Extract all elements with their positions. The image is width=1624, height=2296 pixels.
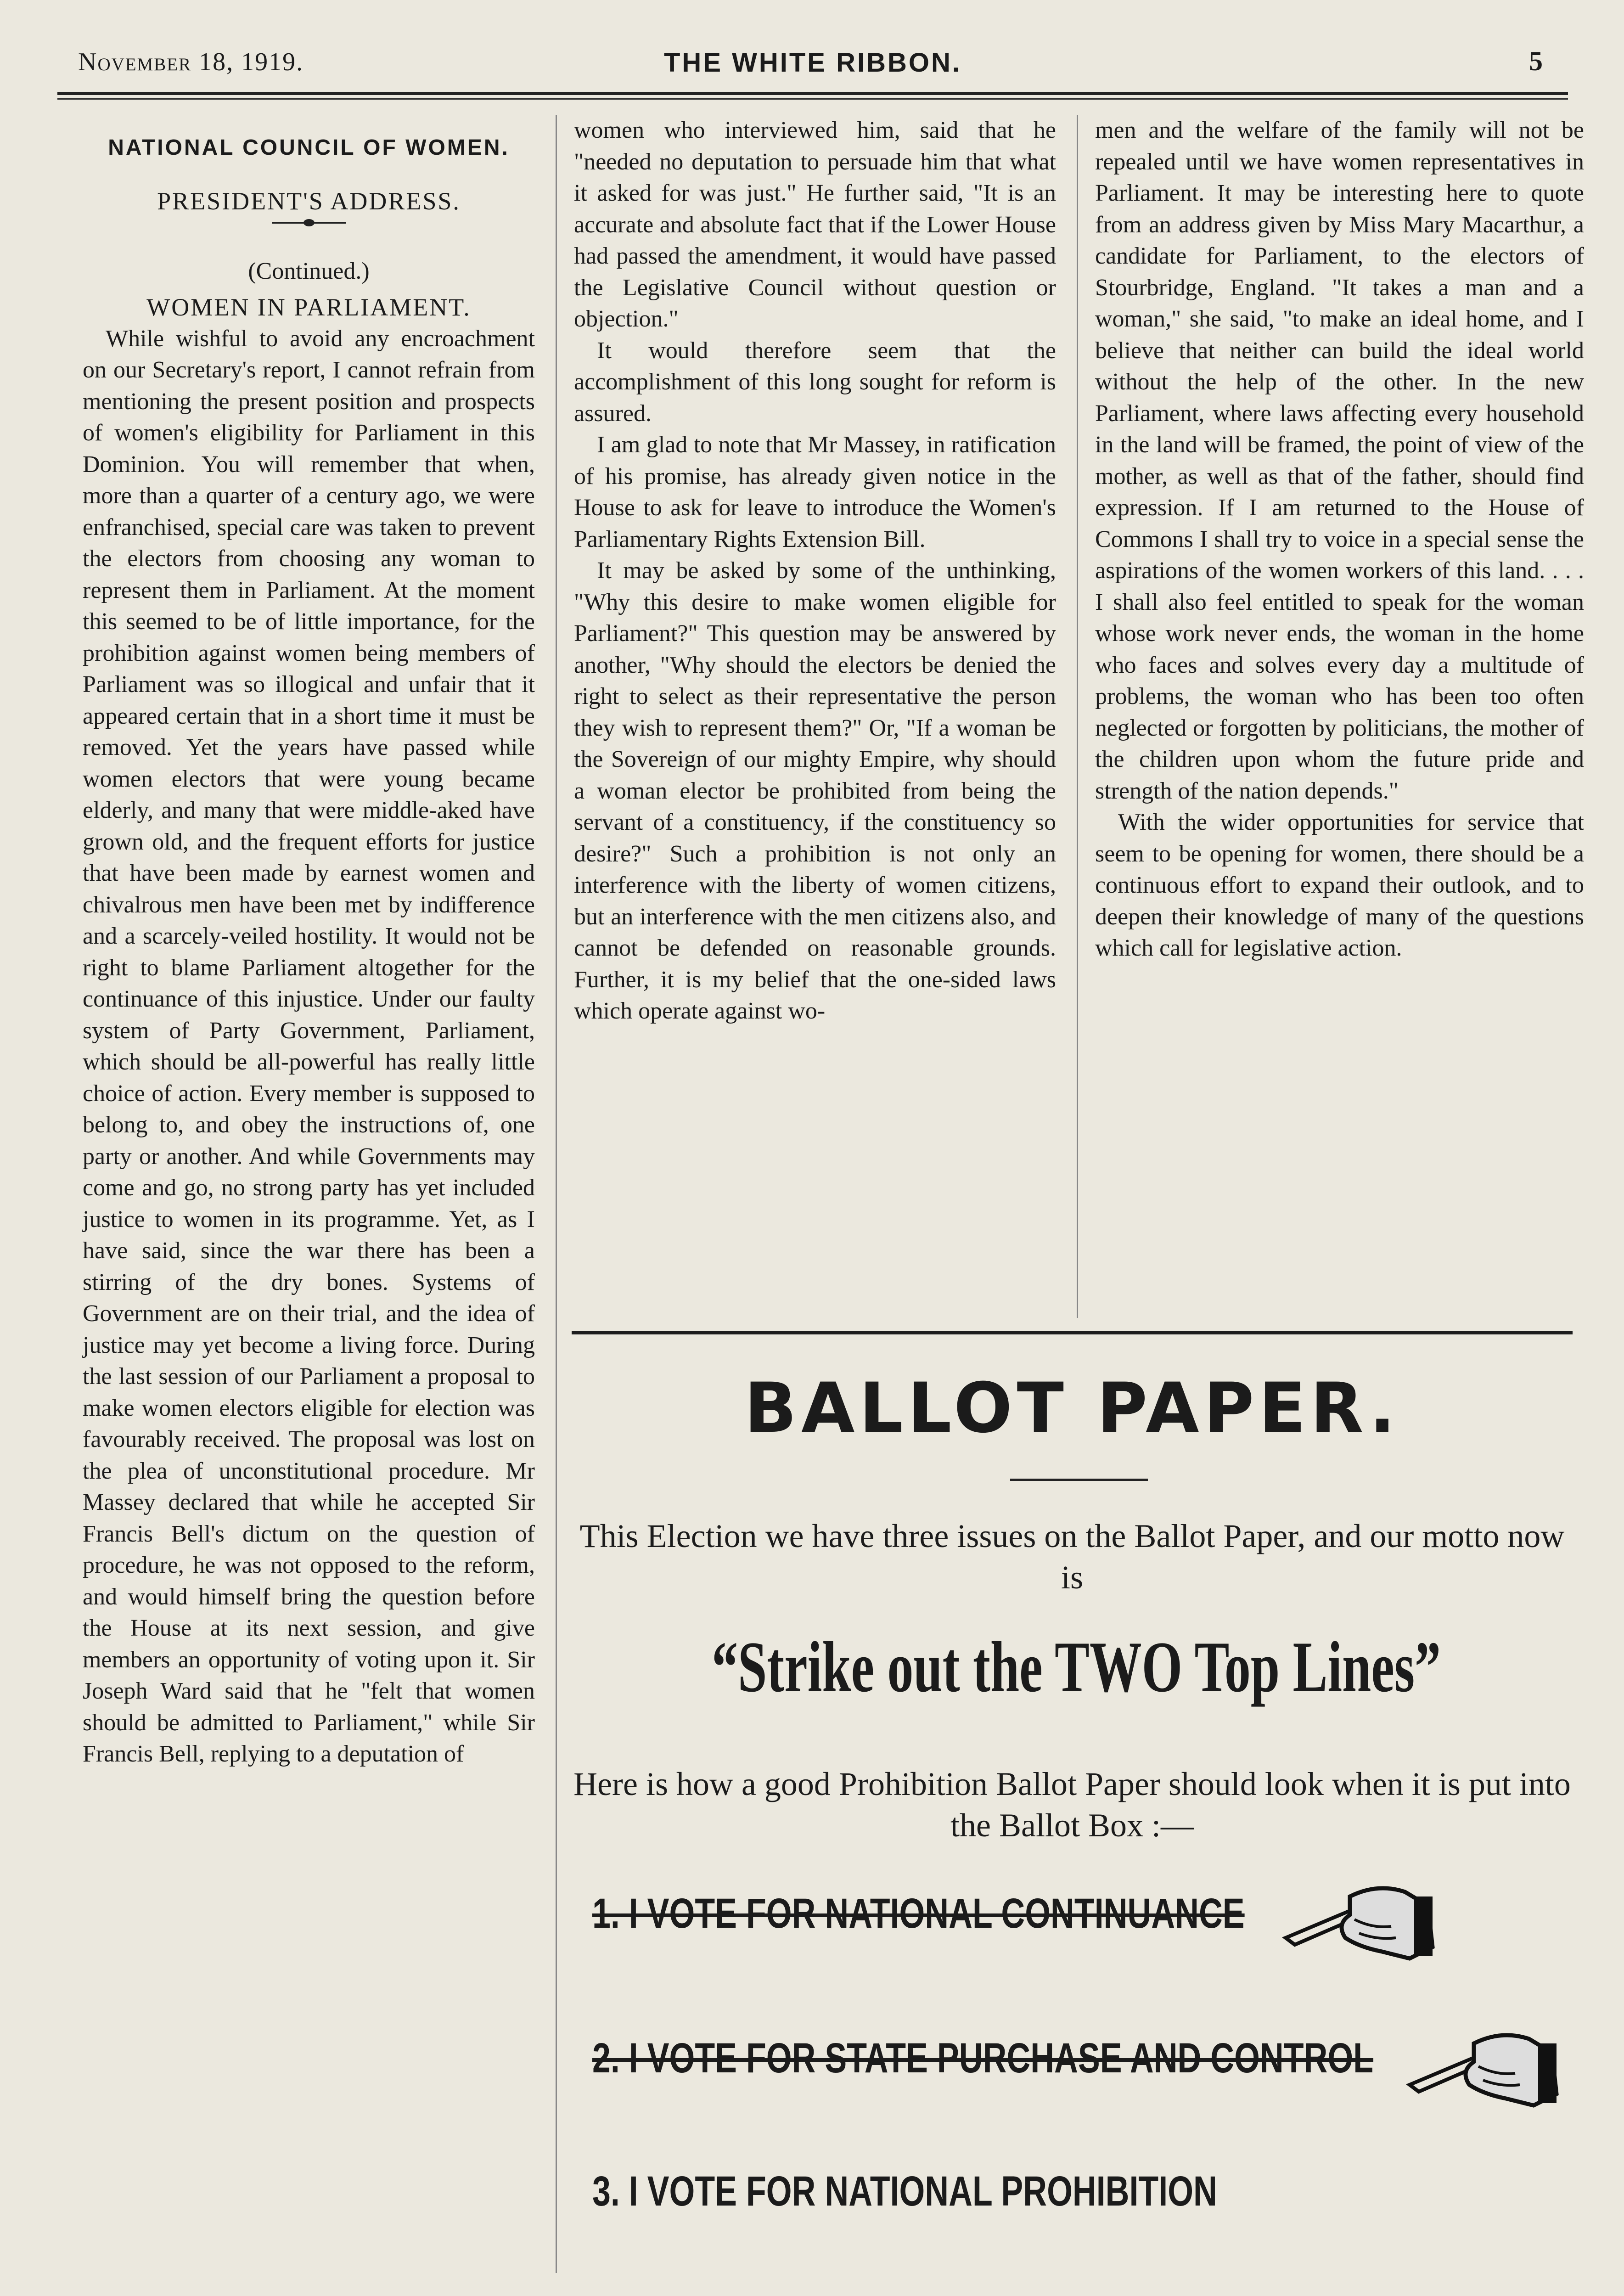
ballot-slogan: “Strike out the TWO Top Lines”	[712, 1627, 1441, 1707]
article-paragraph: I am glad to note that Mr Massey, in ratification of his promise, has already given notice in the House to ask for leave to introduce the Women's Parliamentary Rights Extension Bill.	[574, 432, 1056, 552]
issue-date: November 18, 1919.	[78, 48, 304, 76]
article-column-2	[574, 115, 1056, 1027]
page-header	[73, 44, 1552, 85]
article-paragraph: It may be asked by some of the unthinking, "Why this desire to make women eligible for Parliament?" This question may be answered by another, "Why should the electors be denied the right to select as their representative the person they wish to represent them?" Or, "If a woman be the Sovereign of our mighty Empire, why should a woman elector be prohibited from being the servant of a constituency, if the constituency so desire?" Such a prohibition is not only an interference with the liberty of women citizens, but an interference with the men citizens also, and cannot be defended on reasonable grounds. Further, it is my belief that the one-sided laws which operate against wo-	[574, 557, 1056, 1024]
section-heading: NATIONAL COUNCIL OF WOMEN.	[108, 135, 510, 160]
header-rule-thin	[57, 98, 1568, 100]
ballot-option-2	[592, 2034, 1373, 2082]
article-paragraph: With the wider opportunities for service that seem to be opening for women, there should be a continuous effort to expand their outlook, and to deepen their knowledge of many of the questions which call for legislative action.	[1095, 809, 1584, 961]
hand-with-pen-icon	[1405, 2016, 1561, 2117]
ballot-option-label: 1. I VOTE FOR NATIONAL CONTINUANCE	[592, 1890, 1245, 1937]
ornament-divider	[272, 222, 346, 224]
article-paragraph: women who interviewed him, said that he "needed no deputation to persuade him that what it asked for was just." He further said, "It is an accurate and absolute fact that if the Lower House had passed the amendment, it would have passed the Legislative Council without question or objection."	[574, 117, 1056, 332]
hand-with-pen-icon	[1281, 1869, 1437, 1970]
column-divider	[1077, 115, 1078, 1318]
article-column-1	[83, 115, 535, 1770]
advert-rule	[572, 1331, 1573, 1334]
ballot-option-3	[592, 2167, 1217, 2216]
title-underline	[1010, 1479, 1148, 1481]
article-paragraph: men and the welfare of the family will not be repealed until we have women representatives in Parliament. It may be interesting here to quote from an address given by Miss Mary Macarthur, a candidate for Parliament, to the electors of Stourbridge, England. "It takes a man and a woman," she said, "to make an ideal home, and I believe that neither can build the ideal world without the help of the other. In the new Parliament, where laws affecting every household in the land will be framed, the point of view of the mother, as well as that of the father, should find expression. If I am returned to the House of Commons I shall try to voice in a special sense the aspirations of the women workers of this land. . . . I shall also feel entitled to speak for the woman whose work never ends, the woman in the home who faces and solves every day a multitude of problems, the woman who has been too often neglected or forgotten by politicians, the mother of the children upon whom the future pride and strength of the nation depends."	[1095, 117, 1584, 804]
column-divider	[556, 115, 557, 2273]
page-number: 5	[1529, 46, 1543, 76]
ballot-title: BALLOT PAPER.	[744, 1368, 1400, 1448]
article-column-3	[1095, 115, 1584, 964]
address-title: PRESIDENT'S ADDRESS.	[157, 187, 461, 215]
ballot-option-label: 2. I VOTE FOR STATE PURCHASE AND CONTROL	[592, 2035, 1374, 2082]
ballot-option-1	[592, 1890, 1245, 1938]
ballot-instruction: Here is how a good Prohibition Ballot Paper should look when it is put into the Ballot Box :—	[573, 1766, 1571, 1844]
ballot-intro: This Election we have three issues on the Ballot Paper, and our motto now is	[579, 1518, 1565, 1596]
publication-title: THE WHITE RIBBON.	[664, 48, 961, 78]
continued-note: (Continued.)	[248, 258, 370, 284]
article-paragraph: While wishful to avoid any encroachment on our Secretary's report, I cannot refrain from mentioning the present position and prospects of women's eligibility for Parliament in this Dominion. You will remember that when, more than a quarter of a century ago, we were enfranchised, special care was taken to prevent the electors from choosing any woman to represent them in Parliament. At the moment this seemed to be of little importance, for the prohibition against women being members of Parliament was so illogical and unfair that it appeared certain that in a short time it must be removed. Yet the years have passed while women electors that were young became elderly, and many that were middle-aked have grown old, and the frequent efforts for justice that have been made by earnest women and chivalrous men have been met by indifference and a scarcely-veiled hostility. It would not be right to blame Parliament altogether for the continuance of this injustice. Under our faulty system of Party Government, Parliament, which should be all-powerful has really little choice of action. Every member is supposed to belong to, and obey the instructions of, one party or another. And while Governments may come and go, no strong party has yet included justice to women in its programme. Yet, as I have said, since the war there has been a stirring of the dry bones. Systems of Government are on their trial, and the idea of justice may yet become a living force. During the last session of our Parliament a proposal to make women electors eligible for election was favourably received. The proposal was lost on the plea of unconstitutional procedure. Mr Massey declared that while he accepted Sir Francis Bell's dictum on the question of procedure, he was not opposed to the reform, and would himself bring the question before the House at its next session, and give members an opportunity of voting upon it. Sir Joseph Ward said that he "felt that women should be admitted to Parliament," while Sir Francis Bell, replying to a deputation of	[83, 325, 535, 1767]
article-paragraph: It would therefore seem that the accomplishment of this long sought for reform is assured.	[574, 337, 1056, 427]
ballot-option-label: 3. I VOTE FOR NATIONAL PROHIBITION	[592, 2168, 1217, 2215]
topic-heading: WOMEN IN PARLIAMENT.	[146, 293, 471, 321]
header-rule	[57, 92, 1568, 95]
